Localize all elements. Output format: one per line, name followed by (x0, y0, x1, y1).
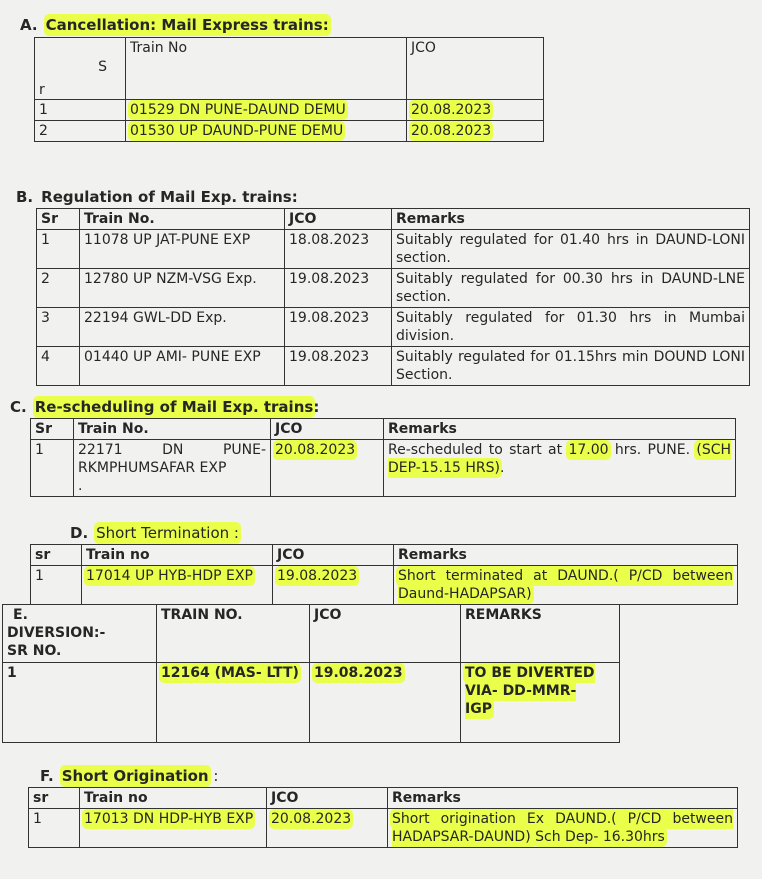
diversion-table (2, 604, 620, 743)
table-header-row: sr Train no JCO Remarks (31, 545, 738, 566)
short-termination-table (30, 544, 738, 605)
table-row: 2 01530 UP DAUND-PUNE DEMU 20.08.2023 (35, 121, 544, 142)
table-row: 2 12780 UP NZM-VSG Exp. 19.08.2023 Suitably regulated for 00.30 hrs in DAUND-LNE section. (37, 269, 750, 308)
table-header-row: sr Train no JCO Remarks (29, 788, 738, 809)
header-jco: JCO (407, 38, 544, 100)
table-header-row: E. DIVERSION:- SR NO. TRAIN NO. JCO REMARKS (3, 605, 620, 663)
table-row: 3 22194 GWL-DD Exp. 19.08.2023 Suitably regulated for 01.30 hrs in Mumbai division. (37, 308, 750, 347)
table-header-row: Sr Train No. JCO Remarks (31, 419, 736, 440)
section-a-title: A. Cancellation: Mail Express trains: (20, 16, 329, 34)
table-row: 1 01529 DN PUNE-DAUND DEMU 20.08.2023 (35, 100, 544, 121)
table-row: 1 11078 UP JAT-PUNE EXP 18.08.2023 Suitably regulated for 01.40 hrs in DAUND-LONI section. (37, 230, 750, 269)
section-d-title: D. Short Termination : (70, 524, 239, 542)
table-row: 1 12164 (MAS- LTT) 19.08.2023 TO BE DIVERTED VIA- DD-MMR- IGP (3, 663, 620, 743)
table-row: 4 01440 UP AMI- PUNE EXP 19.08.2023 Suitably regulated for 01.15hrs min DOUND LONI Section. (37, 347, 750, 386)
regulation-table (36, 208, 750, 386)
table-row: 1 17014 UP HYB-HDP EXP 19.08.2023 Short terminated at DAUND.( P/CD between Daund-HADAPSAR) (31, 566, 738, 605)
table-header-row: Sr Train No. JCO Remarks (37, 209, 750, 230)
header-sr: S r (35, 38, 126, 100)
section-f-title: F. Short Origination : (40, 767, 219, 785)
rescheduling-table (30, 418, 736, 497)
short-origination-table (28, 787, 738, 848)
cancellation-table (34, 37, 544, 142)
section-a-title-text: Cancellation: Mail Express trains: (45, 16, 329, 34)
section-b-title: B. Regulation of Mail Exp. trains: (16, 188, 298, 206)
table-header-row (35, 38, 544, 100)
table-row: 1 22171 DN PUNE- RKMPHUMSAFAR EXP . 20.08.2023 Re-scheduled to start at 17.00 hrs. PUNE. (SCH DEP-15.15 HRS). (31, 440, 736, 497)
section-c-title: C. Re-scheduling of Mail Exp. trains: (10, 398, 320, 416)
table-row: 1 17013 DN HDP-HYB EXP 20.08.2023 Short origination Ex DAUND.( P/CD between HADAPSAR-DAUND) Sch Dep- 16.30hrs (29, 809, 738, 848)
header-train: Train No (126, 38, 407, 100)
